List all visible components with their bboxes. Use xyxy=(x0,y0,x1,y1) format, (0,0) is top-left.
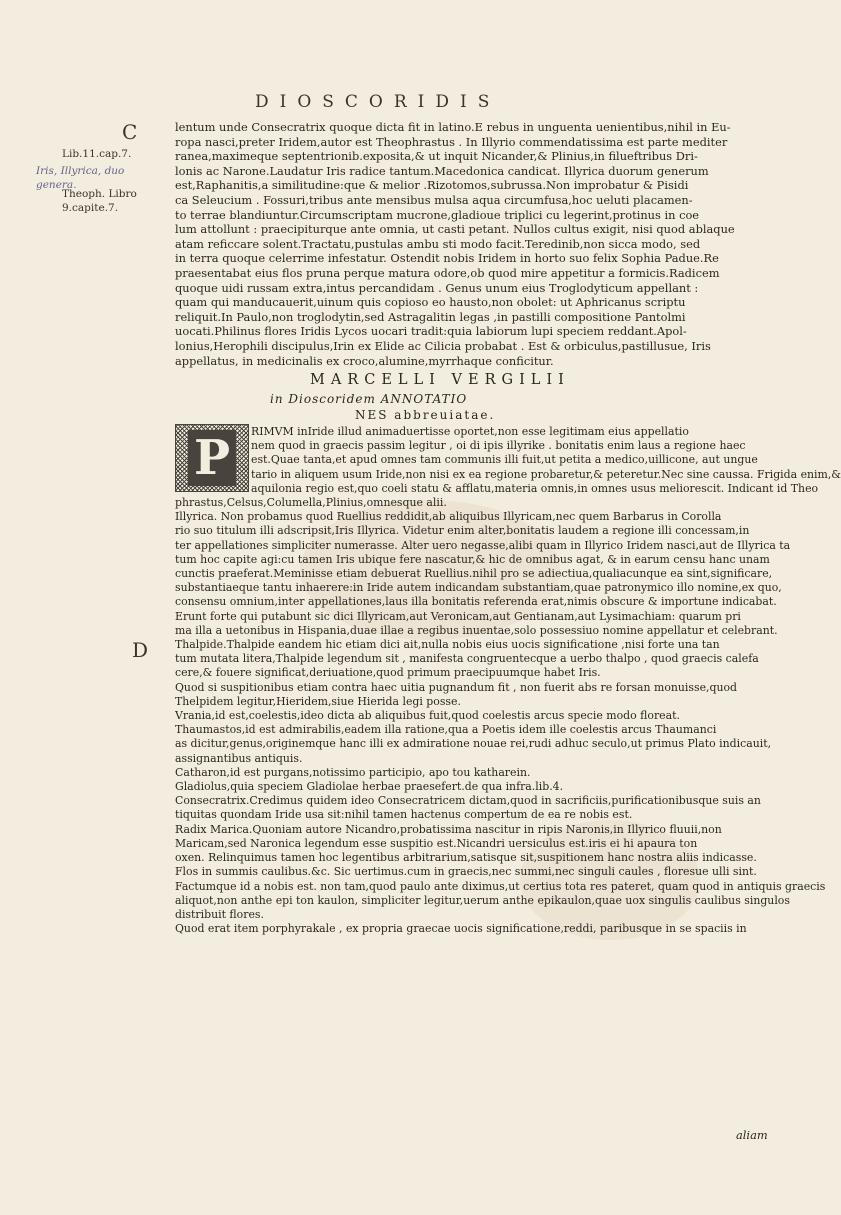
text-line: lonis ac Narone.Laudatur Iris radice tantum.Macedonica candicat. Illyrica duorum generum xyxy=(175,163,709,178)
text-line: aquilonia regio est,quo coeli statu & afflatu,materia omnis,in omnes usus meliorescit. Indicant id Theo xyxy=(251,481,819,495)
text-line: tum mutata litera,Thalpide legendum sit , manifesta congruentecque a uerbo thalpo , quod graecis calefa xyxy=(175,652,759,666)
text-line: to terrae blandiuntur.Circumscriptam mucrone,gladioue triplici cu legerint,protinus in coe xyxy=(175,207,700,222)
text-line: Factumque id a nobis est. non tam,quod paulo ante diximus,ut certius tota res pateret, quam quod in antiquis graecis xyxy=(175,879,826,893)
text-line: praesentabat eius flos pruna perque matura odore,ob quod mire appetitur a formicis.Radicem xyxy=(175,265,720,280)
text-line: lonius,Herophili discipulus,Irin ex Elide ac Cilicia probabat . Est & orbiculus,pastillusue, Iris xyxy=(175,338,711,353)
text-line: reliquit.In Paulo,non troglodytin,sed Astragalitin legas ,in pastilli compositione Pantolmi xyxy=(175,309,686,324)
text-line: Quod erat item porphyrakale , ex propria graecae uocis significatione,reddi, paribusque in se spaciis in xyxy=(175,922,747,936)
text-line: quoque uidi russam extra,intus percandidam . Genus unum eius Troglodyticum appellant : xyxy=(175,280,699,295)
text-line: phrastus,Celsus,Columella,Plinius,omnesque alii. xyxy=(175,496,447,510)
text-line: Thalpide.Thalpide eandem hic etiam dici ait,nulla nobis eius uocis significatione ,nisi forte una tan xyxy=(175,638,720,652)
main-text-block xyxy=(175,120,765,368)
text-line: est,Raphanitis,a similitudine:que & melior .Rizotomos,subrussa.Non improbatur & Pisidi xyxy=(175,178,689,193)
text-line: Maricam,sed Naronica legendum esse suspitio est.Nicandri uersiculus est.iris ei hi apaura ton xyxy=(175,836,698,850)
text-line: RIMVM inIride illud animaduertisse oportet,non esse legitimam eius appellatio xyxy=(251,425,689,438)
text-line: tario in aliquem usum Iride,non nisi ex ea regione probaretur,& peteretur.Nec sine caussa. Frigida enim,& xyxy=(251,467,841,481)
text-line: ca Seleucium . Fossuri,tribus ante mensibus mulsa aqua circumfusa,hoc ueluti placamen- xyxy=(175,192,693,207)
margin-letter-d: D xyxy=(132,638,149,662)
text-line: aliquot,non anthe epi ton kaulon, simpliciter legitur,uerum anthe epikaulon,quae uox singulis caulibus singulos xyxy=(175,893,790,907)
text-line: Illyrica. Non probamus quod Ruellius reddidit,ab aliquibus Illyricam,nec quem Barbarus in Corolla xyxy=(175,510,722,524)
text-line: nem quod in graecis passim legitur , oi di ipis illyrike . bonitatis enim laus a regione haec xyxy=(251,439,746,453)
text-line: rio suo titulum illi adscripsit,Iris Illyrica. Videtur enim alter,bonitatis laudem a regione illi concessam,in xyxy=(175,524,750,538)
text-line: consensu omnium,inter appellationes,laus illa bonitatis referenda erat,nimis obscure & importune indicabat. xyxy=(175,595,777,609)
text-line: substantiaeque tantu inhaerere:in Iride autem indicandam substantiam,quae patronymico illo nomine,ex quo, xyxy=(175,581,782,595)
margin-letter-c: C xyxy=(122,120,138,144)
text-line: tiquitas quondam Iride usa sit:nihil tamen hactenus compertum de ea re nobis est. xyxy=(175,808,633,822)
text-line: uocati.Philinus flores Iridis Lycos uocari tradit:quia labiorum lupi speciem reddant.Apol- xyxy=(175,324,687,339)
text-line: cere,& fouere significat,deriuatione,quod primum praecipuumque habet Iris. xyxy=(175,666,601,680)
margin-note-handwritten: Iris, Illyrica, duo genera. xyxy=(36,165,125,191)
text-line: Erunt forte qui putabunt sic dici Illyricam,aut Veronicam,aut Gentianam,aut Lysimachiam: quarum pri xyxy=(175,609,741,623)
text-line: Catharon,id est purgans,notissimo participio, apo tou katharein. xyxy=(175,765,531,779)
annotation-text-block xyxy=(175,425,841,936)
text-line: appellatus, in medicinalis ex croco,alumine,myrrhaque conficitur. xyxy=(175,353,554,368)
margin-note-theophrastus: Theoph. Libro xyxy=(62,188,137,200)
text-line: Consecratrix.Credimus quidem ideo Consecratricem dictam,quod in sacrificiis,purificationibusque suis an xyxy=(175,794,761,808)
text-line: quam qui manducauerit,uinum quis copioso eo hausto,non obolet: ut Aphricanus scriptu xyxy=(175,295,686,310)
text-line: lentum unde Consecratrix quoque dicta fit in latino.E rebus in unguenta uenientibus,nihil in Eu- xyxy=(175,120,731,134)
text-line: Gladiolus,quia speciem Gladiolae herbae praesefert.de qua infra.lib.4. xyxy=(175,780,564,794)
text-line: Radix Marica.Quoniam autore Nicandro,probatissima nascitur in ripis Naronis,in Illyrico fluuii,non xyxy=(175,822,722,836)
margin-note-reference: Lib.11.cap.7. xyxy=(62,148,132,160)
text-line: ranea,maximeque septentrionib.exposita,& ut inquit Nicander,& Plinius,in filueftribus Dri- xyxy=(175,149,698,164)
annotation-heading-title: in Dioscoridem ANNOTATIO xyxy=(270,392,468,406)
text-line: Quod si suspitionibus etiam contra haec uitia pugnandum fit , non fuerit abs re forsan monuisse,quod xyxy=(175,680,737,694)
catchword: aliam xyxy=(736,1128,768,1142)
running-head: DIOSCORIDIS xyxy=(255,92,501,112)
text-line: in terra quoque celerrime infestatur. Ostendit nobis Iridem in horto suo felix Sophia Padue.Re xyxy=(175,251,719,266)
text-line: ter appellationes simpliciter numerasse. Alter uero negasse,alibi quam in Illyrico Iridem nasci,aut de Illyrica ta xyxy=(175,538,791,552)
text-line: atam reficcare solent.Tractatu,pustulas ambu sti modo facit.Teredinib,non sicca modo, sed xyxy=(175,236,701,251)
text-line: tum hoc capite agi:cu tamen Iris ubique fere nascatur,& hic de omnibus agat, & in earum censu hanc unam xyxy=(175,552,770,566)
annotation-heading-author: MARCELLI VERGILII xyxy=(310,372,570,388)
annotation-heading-subtitle: NES abbreuiatae. xyxy=(355,408,496,422)
margin-note-chapter: 9.capite.7. xyxy=(62,202,119,214)
text-line: ropa nasci,preter Iridem,autor est Theophrastus . In Illyrio commendatissima est parte mediter xyxy=(175,134,728,149)
text-line: cunctis praeferat.Meminisse etiam debuerat Ruellius.nihil pro se adiectiua,qualiacunque ea sint,significare, xyxy=(175,567,773,581)
text-line: distribuit flores. xyxy=(175,907,264,921)
text-line: Thaumastos,id est admirabilis,eadem illa ratione,qua a Poetis idem ille coelestis arcus Thaumanci xyxy=(175,723,717,737)
decorated-initial-letter: P xyxy=(188,430,236,486)
text-line: assignantibus antiquis. xyxy=(175,751,303,765)
text-line: est.Quae tanta,et apud omnes tam communis illi fuit,ut petita a medico,uillicone, aut ungue xyxy=(251,453,758,467)
text-line: Thelpidem legitur,Hieridem,siue Hierida legi posse. xyxy=(175,694,461,708)
text-line: lum attollunt : praecipiturque ante omnia, ut casti petant. Nullos cultus exigit, nisi quod ablaque xyxy=(175,222,735,237)
text-line: Vrania,id est,coelestis,ideo dicta ab aliquibus fuit,quod coelestis arcus specie modo floreat. xyxy=(175,709,680,723)
text-line: as dicitur,genus,originemque hanc illi ex admiratione nouae rei,rudi adhuc seculo,ut primus Plato indicauit, xyxy=(175,737,772,751)
text-line: ma illa a uetonibus in Hispania,duae illae a regibus inuentae,solo possessiuo nomine appellatur et celebrant. xyxy=(175,623,778,637)
text-line: oxen. Relinquimus tamen hoc legentibus arbitrarium,satisque sit,suspitionem hanc nostra aliis indicasse. xyxy=(175,851,757,865)
text-line: Flos in summis caulibus.&c. Sic uertimus.cum in graecis,nec summi,nec singuli caules , floresue ulli sint. xyxy=(175,865,757,879)
